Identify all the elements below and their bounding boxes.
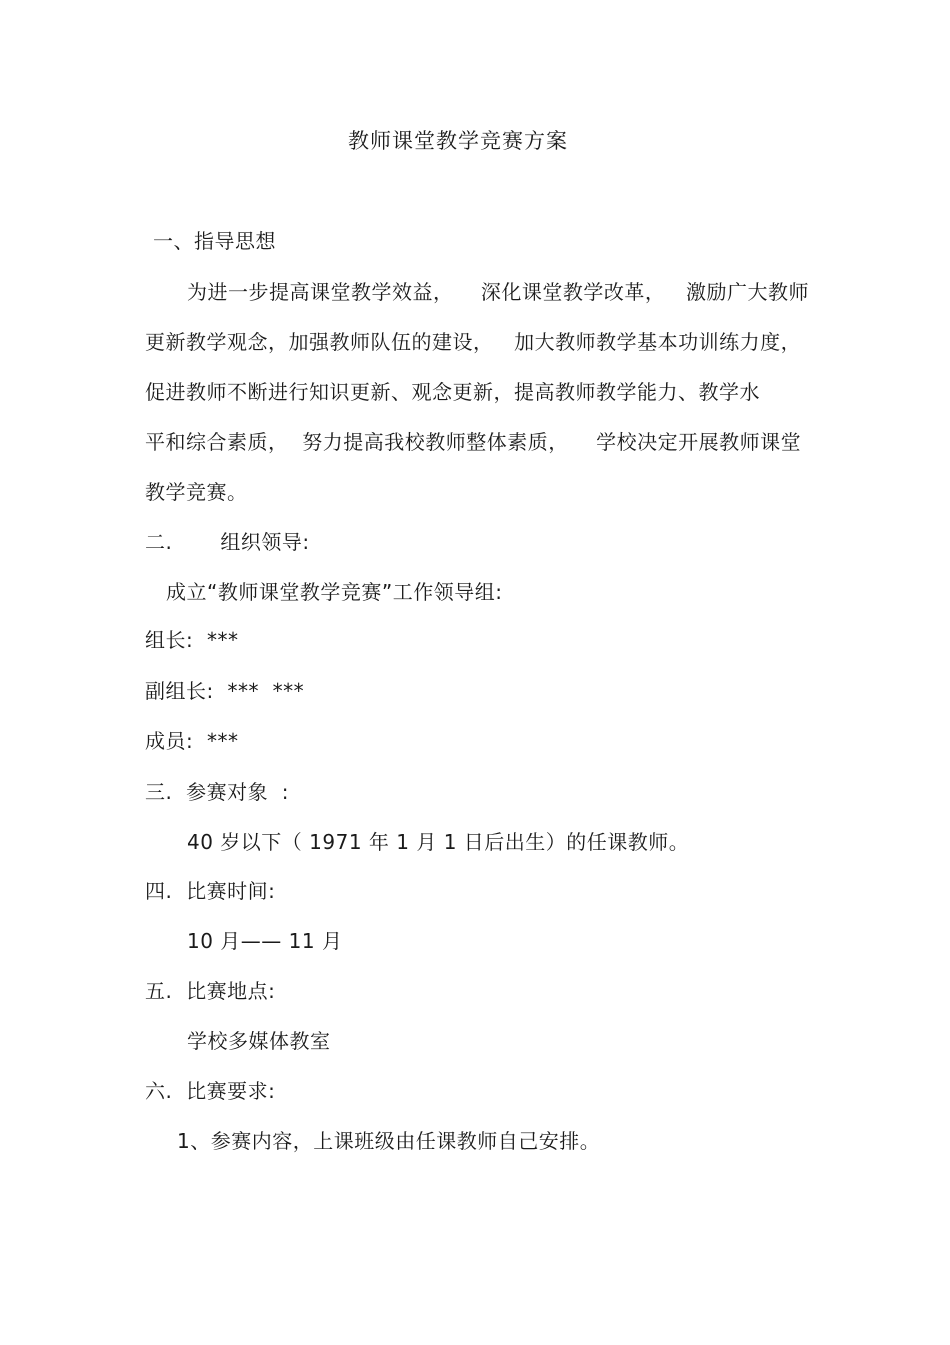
group-leader: 组长: *** <box>145 628 239 652</box>
section-5-content: 学校多媒体教室 <box>187 1029 331 1053</box>
group-vice-leader: 副组长: *** *** <box>145 679 305 703</box>
section-3-heading: 三. 参赛对象 : <box>145 780 290 804</box>
section-1-paragraph-line-1: 为进一步提高课堂教学效益， 深化课堂教学改革， 激励广大教师 <box>187 280 810 304</box>
section-2-heading: 二. 组织领导: <box>145 530 310 554</box>
section-6-item-1: 1、参赛内容，上课班级由任课教师自己安排。 <box>177 1129 601 1153</box>
section-1-paragraph-line-3: 促进教师不断进行知识更新、观念更新，提高教师教学能力、教学水 <box>145 380 760 404</box>
section-1-paragraph-line-2: 更新教学观念，加强教师队伍的建设， 加大教师教学基本功训练力度， <box>145 330 802 354</box>
document-title: 教师课堂教学竞赛方案 <box>348 129 568 153</box>
section-6-heading: 六. 比赛要求: <box>145 1079 276 1103</box>
section-3-content: 40 岁以下（ 1971 年 1 月 1 日后出生）的任课教师。 <box>187 830 690 854</box>
section-1-heading: 一、指导思想 <box>153 229 276 253</box>
section-1-paragraph-line-5: 教学竞赛。 <box>145 480 248 504</box>
group-members: 成员: *** <box>145 729 239 753</box>
section-5-heading: 五. 比赛地点: <box>145 979 276 1003</box>
section-2-intro: 成立“教师课堂教学竞赛”工作领导组: <box>166 580 503 604</box>
section-4-heading: 四. 比赛时间: <box>145 879 276 903</box>
section-1-paragraph-line-4: 平和综合素质， 努力提高我校教师整体素质， 学校决定开展教师课堂 <box>145 430 802 454</box>
section-4-content: 10 月—— 11 月 <box>187 929 343 953</box>
